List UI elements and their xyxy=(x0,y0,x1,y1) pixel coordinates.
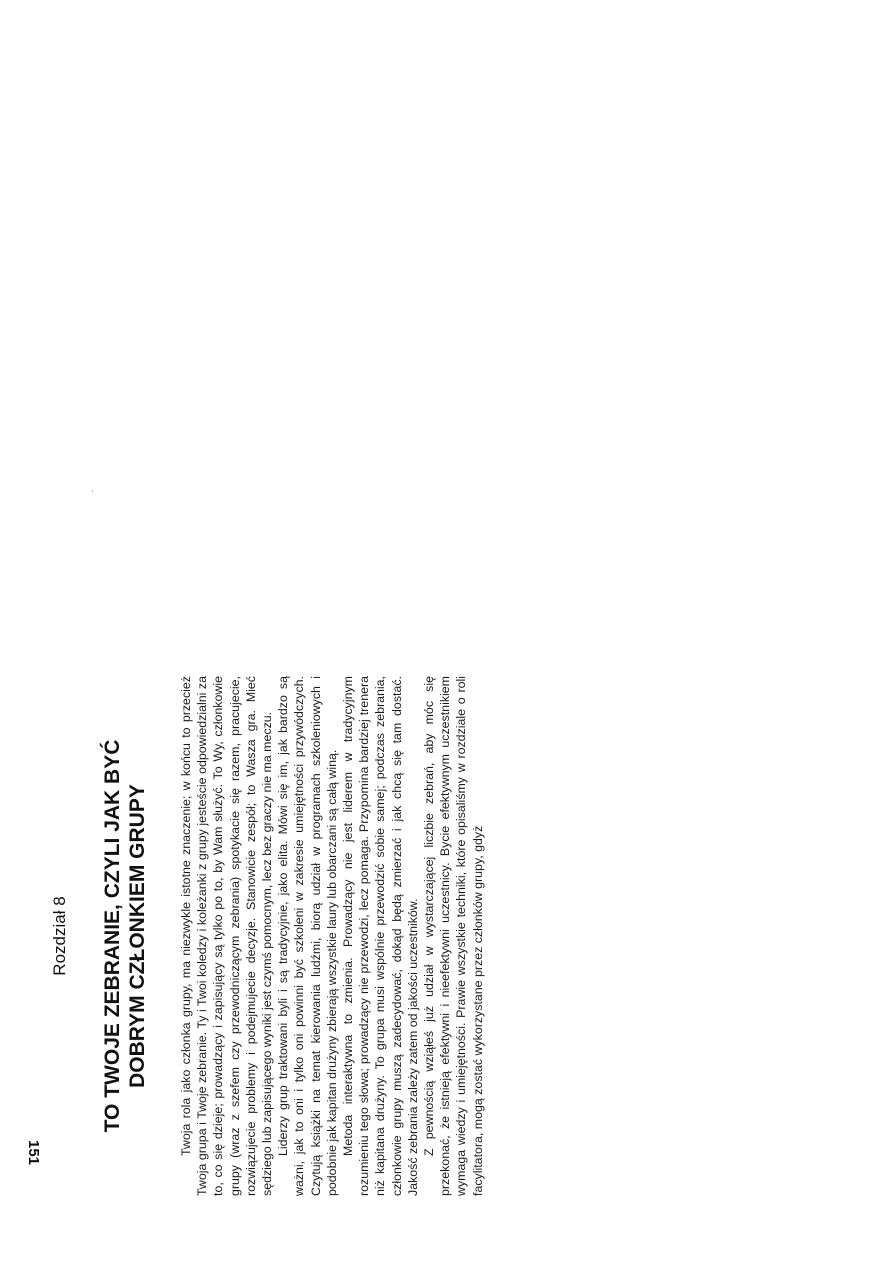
paragraph: Liderzy grup traktowani byli i są tradycyjnie, jako elita. Mówi się im, jak bardzo są ważni, jak to oni i tylko oni powinni być szkoleni w zakresie umiejętności przywódczych. Czytują książki na temat kierowania ludźmi, biorą udział w programach szkoleniowych i podobnie jak kapitan drużyny zbierają wszystkie laury lub obarczani są całą winą. xyxy=(276,676,339,1196)
scan-speck xyxy=(92,490,93,492)
body-text xyxy=(178,676,486,1196)
page-number-text: 151 xyxy=(25,1140,42,1166)
paragraph: Z pewnością wziąłeś już udział w wystarczającej liczbie zebrań, aby móc się przekonać, że istnieją efektywni i nieefektywni uczestnicy. Bycie efektywnym uczestnikiem wymaga wiedzy i umiejętności. Prawie wszystkie techniki, które opisaliśmy w rozdziale o roli facylitatora, mogą zostać wykorzystane przez członków grupy, gdyż xyxy=(422,676,485,1196)
paragraph: Twoja rola jako członka grupy, ma niezwykle istotne znaczenie; w końcu to przecież Twoja grupa i Twoje zebranie. Ty i Twoi koledzy i koleżanki z grupy jesteście odpowiedzialni za to, co się dzieje; prowadzący i zapisujący są tylko po to, by Wam służyć. To Wy, członkowie grupy (wraz z szefem czy przewodniczącym zebrania) spotykacie się razem, pracujecie, rozwiązujecie problemy i podejmujecie decyzje. Stanowicie zespół; to Wasza gra. Mieć sędziego lub zapisującego wyniki jest czymś pomocnym, lecz bez graczy nie ma meczu. xyxy=(179,676,275,1196)
chapter-title xyxy=(100,676,150,1196)
rotated-content xyxy=(50,676,600,1196)
chapter-title-line-1: TO TWOJE ZEBRANIE, CZYLI JAK BYĆ xyxy=(101,739,124,1133)
chapter-label: Rozdział 8 xyxy=(50,896,69,976)
page-number xyxy=(20,1140,50,1180)
chapter-title-line-2: DOBRYM CZŁONKIEM GRUPY xyxy=(126,784,149,1088)
paragraph: Metoda interaktywna to zmienia. Prowadzący nie jest liderem w tradycyjnym rozumieniu tego słowa; prowadzący nie przewodzi, lecz pomaga. Przypomina bardziej trenera niż kapitana drużyny. To grupa musi wspólnie przewodzić sobie samej; podczas zebrania, członkowie grupy muszą zadecydować, dokąd będą zmierzać i jak chcą się tam dostać. Jakość zebrania zależy zatem od jakości uczestników. xyxy=(341,676,420,1196)
